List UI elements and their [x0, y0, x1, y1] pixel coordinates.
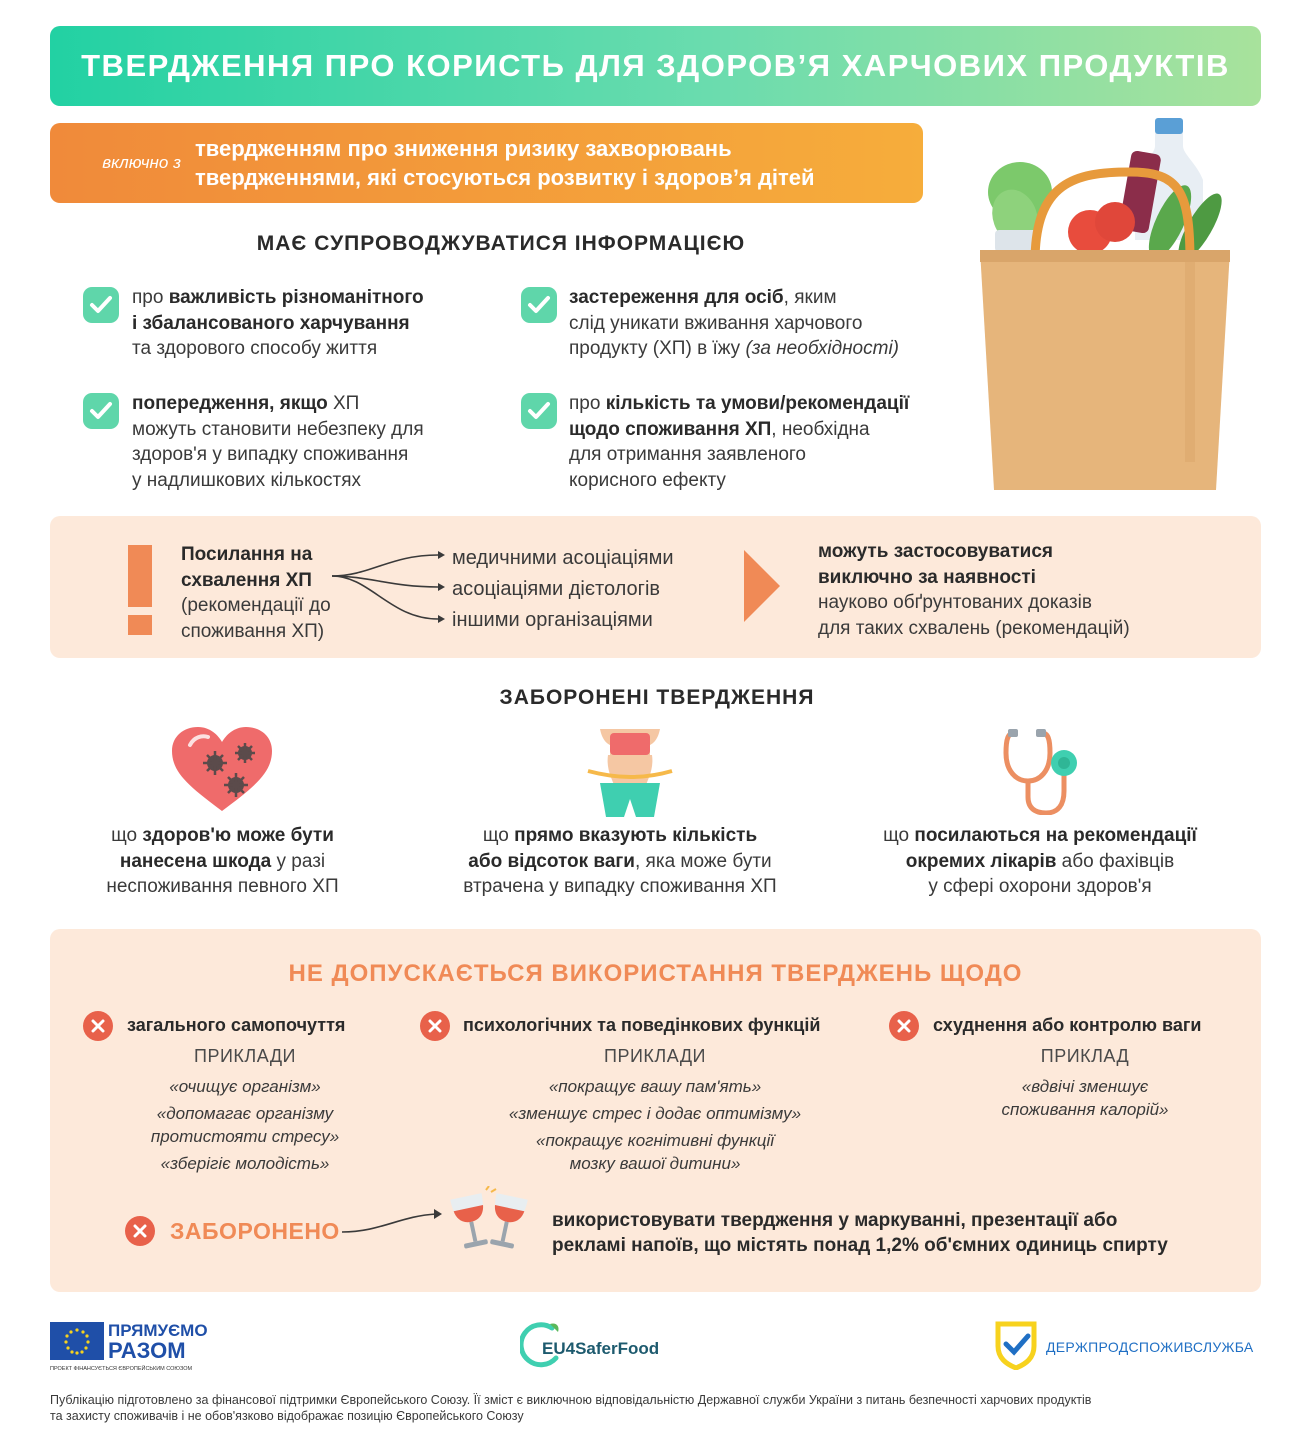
- cross-icon: [83, 1011, 113, 1041]
- examples-list-2: «покращує вашу пам'ять» «зменшує стрес і додає оптимізму» «покращує когнітивні функції мозку вашої дитини»: [508, 1077, 802, 1173]
- examples-label: ПРИКЛАДИ: [194, 1046, 296, 1066]
- examples-label: ПРИКЛАД: [1040, 1046, 1130, 1066]
- info-item-1: про важливість різноманітного і збалансованого харчування та здорового способу життя: [132, 287, 424, 359]
- info-section-title: МАЄ СУПРОВОДЖУВАТИСЯ ІНФОРМАЦІЄЮ: [256, 232, 746, 255]
- eu-logo-text: ПРЯМУЄМО РАЗОМ: [108, 1321, 208, 1363]
- info-item-4: про кількість та умови/рекомендації щодо споживання ХП, необхідна для отримання заявленого корисного ефекту: [569, 393, 910, 491]
- eu-logo-small: ПРОЕКТ ФІНАНСУЄТЬСЯ ЄВРОПЕЙСЬКИМ СОЮЗОМ: [50, 1366, 193, 1372]
- check-icon: [83, 287, 119, 323]
- endorsement-targets: [452, 543, 674, 636]
- including-banner: [50, 123, 923, 203]
- endorsement-target: медичними асоціаціями: [452, 547, 674, 569]
- play-arrow-icon: [742, 548, 782, 624]
- header-banner: [50, 26, 1261, 106]
- endorsement-reference: Посилання на схвалення ХП (рекомендації до споживання ХП): [181, 544, 331, 642]
- grocery-bag-icon: [975, 112, 1240, 497]
- dps-shield-icon: [994, 1320, 1038, 1370]
- info-item-2: застереження для осіб, яким слід уникати вживання харчового продукту (ХП) в їжу (за необхідності): [569, 287, 899, 359]
- examples-list-1: «очищує організм» «допомагає організму протистояти стресу» «зберігіє молодість»: [150, 1077, 340, 1173]
- not-allowed-category-3: схуднення або контролю ваги: [933, 1015, 1202, 1035]
- wine-glasses-icon: [448, 1186, 530, 1256]
- forbidden-text: використовувати твердження у маркуванні, презентації або рекламі напоїв, що містять понад 1,2% об'ємних одиниць спирту: [552, 1210, 1168, 1256]
- cross-icon: [420, 1011, 450, 1041]
- prohibited-item-3: що посилаються на рекомендації окремих лікарів або фахівців у сфері охорони здоров'я: [883, 825, 1197, 897]
- forbidden-label: ЗАБОРОНЕНО: [170, 1218, 340, 1244]
- not-allowed-category-2: психологічних та поведінкових функцій: [463, 1015, 821, 1035]
- exclamation-dot-icon: [128, 615, 152, 635]
- not-allowed-title: НЕ ДОПУСКАЄТЬСЯ ВИКОРИСТАННЯ ТВЕРДЖЕНЬ ЩОДО: [288, 960, 1023, 987]
- prohibited-section-title: ЗАБОРОНЕНІ ТВЕРДЖЕННЯ: [499, 686, 815, 709]
- heart-virus-icon: [170, 725, 275, 815]
- check-icon: [83, 393, 119, 429]
- dps-logo-text: ДЕРЖПРОДСПОЖИВСЛУЖБА: [1046, 1339, 1254, 1355]
- stethoscope-icon: [1002, 727, 1088, 815]
- endorsement-target: іншими організаціями: [452, 609, 653, 631]
- endorsement-target: асоціаціями дієтологів: [452, 578, 661, 600]
- prohibited-item-2: що прямо вказують кількість або відсоток ваги, яка може бути втрачена у випадку споживання ХП: [463, 825, 777, 897]
- eu4saferfood-logo-text: EU4SaferFood: [542, 1339, 660, 1358]
- page-title: ТВЕРДЖЕННЯ ПРО КОРИСТЬ ДЛЯ ЗДОРОВ’Я ХАРЧОВИХ ПРОДУКТІВ: [81, 48, 1230, 83]
- check-icon: [521, 393, 557, 429]
- exclamation-icon: [128, 545, 152, 607]
- examples-label: ПРИКЛАДИ: [604, 1046, 706, 1066]
- endorsement-condition: можуть застосовуватися виключно за наявності науково обґрунтованих доказів для таких схвалень (рекомендацій): [818, 541, 1130, 639]
- cross-icon: [125, 1216, 155, 1246]
- cross-icon: [889, 1011, 919, 1041]
- prohibited-item-1: що здоров'ю може бути нанесена шкода у разі неспоживання певного ХП: [106, 825, 339, 897]
- footer-disclaimer: Публікацію підготовлено за фінансової підтримки Європейського Союзу. Її зміст є виключною відповідальністю Державної служби України з питань безпечності харчових продуктів та захисту споживачів і не обов'язково відображає позицію Європейського Союзу: [50, 1393, 1092, 1423]
- branch-arrows-icon: [330, 545, 448, 630]
- arrow-right-icon: [340, 1206, 445, 1238]
- including-line-2: твердженнями, які стосуються розвитку і здоров’я дітей: [195, 165, 815, 190]
- info-item-3: попередження, якщо ХП можуть становити небезпеку для здоров'я у випадку споживання у надлишкових кількостях: [132, 393, 424, 491]
- including-line-1: твердженням про зниження ризику захворювань: [195, 136, 732, 161]
- not-allowed-category-1: загального самопочуття: [127, 1015, 346, 1035]
- including-lead: включно з: [102, 153, 181, 172]
- eu-flag-icon: [50, 1322, 104, 1360]
- waist-measure-icon: [586, 727, 674, 819]
- check-icon: [521, 287, 557, 323]
- examples-list-3: «вдвічі зменшує споживання калорій»: [1001, 1077, 1169, 1119]
